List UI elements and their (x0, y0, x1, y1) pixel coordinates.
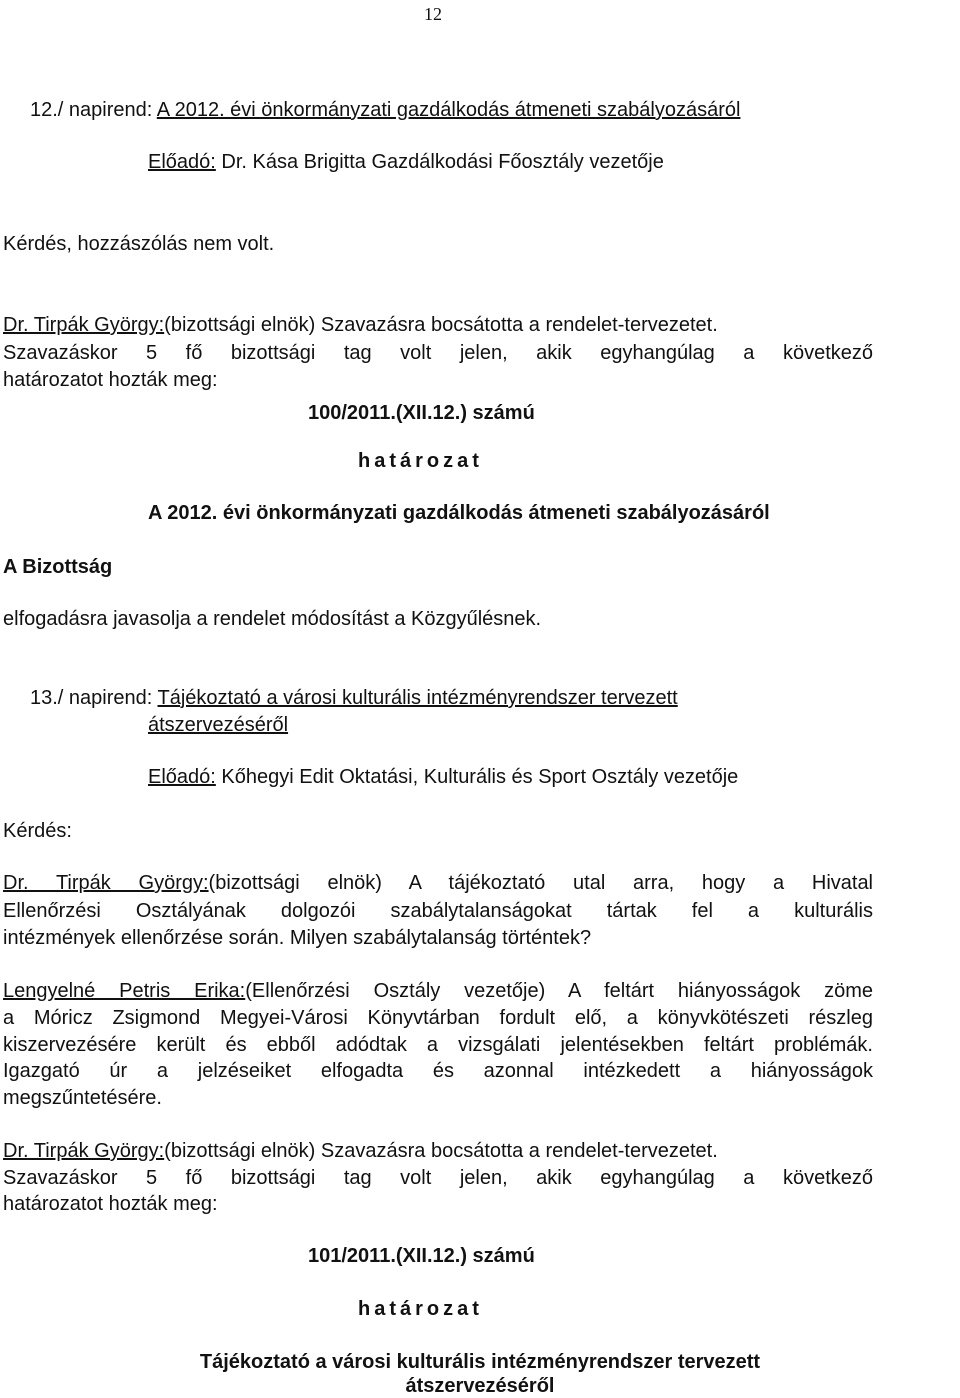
speaker2-line-5: megszűntetésére. (3, 1087, 162, 1109)
presenter-line (148, 150, 664, 174)
resolution-subject-line-1: Tájékoztató a városi kulturális intézményrendszer tervezett (199, 1351, 761, 1373)
vote-line-2: Szavazáskor 5 fő bizottsági tag volt jelen, akik egyhangúlag a következő (3, 1167, 873, 1189)
questions-line: Kérdés, hozzászólás nem volt. (3, 233, 275, 255)
speaker-name: Dr. Tirpák György: (3, 872, 209, 894)
decision-text: elfogadásra javasolja a rendelet módosítást a Közgyűlésnek. (3, 608, 542, 630)
speaker1-line-2: Ellenőrzési Osztályának dolgozói szabálytalanságokat tártak fel a kulturális (3, 900, 873, 922)
resolution-number: 100/2011.(XII.12.) számú (308, 402, 535, 424)
questions-line: Kérdés: (3, 820, 72, 842)
committee-label: A Bizottság (3, 556, 113, 578)
agenda-prefix: 13./ napirend: (30, 687, 158, 709)
vote-line-3: határozatot hozták meg: (3, 369, 218, 391)
presenter-label: Előadó: (148, 151, 216, 173)
vote-line-2: Szavazáskor 5 fő bizottsági tag volt jelen, akik egyhangúlag a következő (3, 342, 873, 364)
agenda-item-13-heading (30, 686, 678, 710)
speaker-name: Dr. Tirpák György: (3, 1140, 165, 1162)
speaker-name: Dr. Tirpák György: (3, 314, 165, 336)
resolution-number: 101/2011.(XII.12.) számú (308, 1245, 535, 1267)
speaker1-line-3: intézmények ellenőrzése során. Milyen szabálytalanság történtek? (3, 927, 592, 949)
speaker2-line-4: Igazgató úr a jelzéseiket elfogadta és azonnal intézkedett a hiányosságok (3, 1060, 873, 1082)
speaker-name: Lengyelné Petris Erika: (3, 980, 246, 1002)
presenter-name: Kőhegyi Edit Oktatási, Kulturális és Sport Osztály vezetője (215, 766, 739, 788)
resolution-subject-line-2: átszervezéséről (405, 1375, 555, 1397)
agenda-title: Tájékoztató a városi kulturális intézményrendszer tervezett (157, 687, 678, 709)
presenter-name: Dr. Kása Brigitta Gazdálkodási Főosztály vezetője (215, 151, 664, 173)
vote-line-1: Dr. Tirpák György:(bizottsági elnök) Szavazásra bocsátotta a rendelet-tervezetet. (3, 1140, 718, 1162)
agenda-title-line-2: átszervezéséről (148, 714, 289, 736)
presenter-label: Előadó: (148, 766, 216, 788)
page-number: 12 (424, 4, 442, 24)
speaker2-line-1: Lengyelné Petris Erika:(Ellenőrzési Osztály vezetője) A feltárt hiányosságok zöme (3, 980, 873, 1002)
vote-line-1: Dr. Tirpák György:(bizottsági elnök) Szavazásra bocsátotta a rendelet-tervezetet. (3, 314, 718, 336)
vote-line-3: határozatot hozták meg: (3, 1193, 218, 1215)
agenda-prefix: 12./ napirend: (30, 99, 157, 121)
presenter-line (148, 765, 738, 789)
resolution-word: határozat (358, 450, 483, 472)
resolution-subject: A 2012. évi önkormányzati gazdálkodás átmeneti szabályozásáról (148, 502, 770, 524)
agenda-item-12-heading (30, 98, 740, 122)
agenda-title: A 2012. évi önkormányzati gazdálkodás átmeneti szabályozásáról (156, 99, 741, 121)
speaker2-line-3: kiszervezésére került és ebből adódtak a vizsgálati jelentésekben feltárt problémák. (3, 1034, 873, 1056)
resolution-word: határozat (358, 1298, 483, 1320)
speaker1-line-1: Dr. Tirpák György:(bizottsági elnök) A tájékoztató utal arra, hogy a Hivatal (3, 872, 874, 894)
speaker2-line-2: a Móricz Zsigmond Megyei-Városi Könyvtárban fordult elő, a könyvkötészeti részleg (3, 1007, 873, 1029)
